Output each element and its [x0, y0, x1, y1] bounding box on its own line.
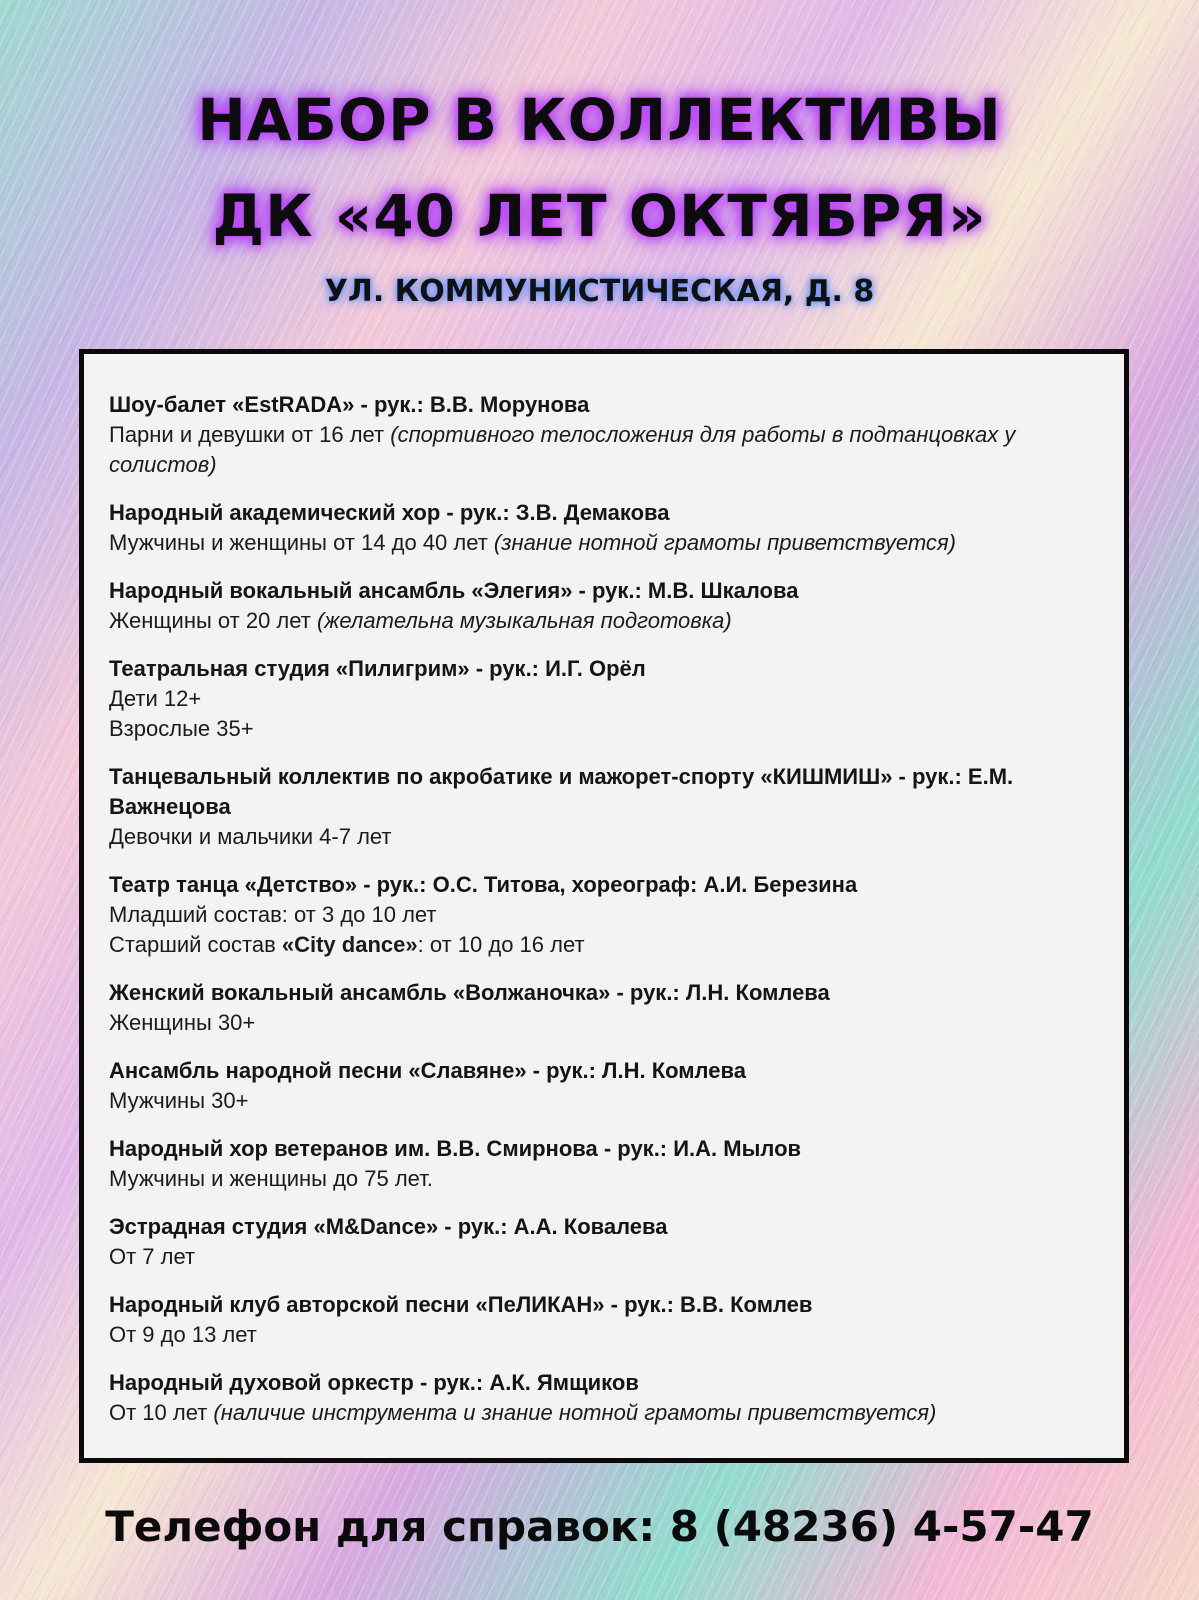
list-item	[109, 654, 1104, 744]
list-item	[109, 762, 1104, 852]
entry-title: Танцевальный коллектив по акробатике и мажорет-спорту «КИШМИШ» - рук.: Е.М. Важнецова	[109, 764, 1014, 819]
entry-description: Мужчины и женщины до 75 лет.	[109, 1166, 433, 1191]
entry-note: (наличие инструмента и знание нотной грамоты приветствуется)	[213, 1400, 937, 1425]
entry-description: Младший состав: от 3 до 10 лет	[109, 902, 437, 927]
entry-title: Театральная студия «Пилигрим» - рук.: И.Г. Орёл	[109, 656, 646, 681]
list-item	[109, 870, 1104, 960]
entry-title: Театр танца «Детство» - рук.: О.С. Титова, хореограф: А.И. Березина	[109, 872, 858, 897]
address: УЛ. КОММУНИСТИЧЕСКАЯ, Д. 8	[324, 274, 875, 309]
entry-description: Мужчины и женщины от 14 до 40 лет (знание нотной грамоты приветствуется)	[109, 530, 956, 555]
entry-title: Народный вокальный ансамбль «Элегия» - рук.: М.В. Шкалова	[109, 578, 799, 603]
list-item	[109, 498, 1104, 558]
entry-description: От 7 лет	[109, 1244, 196, 1269]
entry-title: Шоу-балет «EstRADA» - рук.: В.В. Морунова	[109, 392, 590, 417]
entry-title: Эстрадная студия «M&Dance» - рук.: А.А. Ковалева	[109, 1214, 668, 1239]
entry-title: Народный хор ветеранов им. В.В. Смирнова - рук.: И.А. Мылов	[109, 1136, 802, 1161]
entry-note: (спортивного телосложения для работы в подтанцовках у солистов)	[109, 422, 1016, 477]
entry-description: Женщины от 20 лет (желательна музыкальная подготовка)	[109, 608, 732, 633]
header	[0, 72, 1199, 314]
entry-description: Дети 12+	[109, 686, 202, 711]
list-item	[109, 576, 1104, 636]
entry-description: Старший состав «City dance»: от 10 до 16 лет	[109, 932, 585, 957]
entry-title: Народный клуб авторской песни «ПеЛИКАН» - рук.: В.В. Комлев	[109, 1292, 813, 1317]
page-title-line2: ДК «40 ЛЕТ ОКТЯБРЯ»	[212, 182, 987, 250]
entry-description: Взрослые 35+	[109, 716, 254, 741]
entry-title: Народный академический хор - рук.: З.В. Демакова	[109, 500, 670, 525]
entry-title: Женский вокальный ансамбль «Волжаночка» - рук.: Л.Н. Комлева	[109, 980, 830, 1005]
entry-description: Женщины 30+	[109, 1010, 256, 1035]
entry-description: От 9 до 13 лет	[109, 1322, 257, 1347]
entry-note: (знание нотной грамоты приветствуется)	[493, 530, 956, 555]
entry-description: От 10 лет (наличие инструмента и знание нотной грамоты приветствуется)	[109, 1400, 937, 1425]
entry-title: Народный духовой оркестр - рук.: А.К. Ямщиков	[109, 1370, 639, 1395]
list-item	[109, 1290, 1104, 1350]
entry-description: Парни и девушки от 16 лет (спортивного телосложения для работы в подтанцовках у солистов)	[109, 422, 1016, 477]
list-item	[109, 1134, 1104, 1194]
collectives-list	[79, 349, 1129, 1463]
entry-description: Девочки и мальчики 4-7 лет	[109, 824, 392, 849]
entry-note: (желательна музыкальная подготовка)	[316, 608, 732, 633]
list-item	[109, 390, 1104, 480]
list-item	[109, 1212, 1104, 1272]
phone-info: Телефон для справок: 8 (48236) 4-57-47	[105, 1502, 1094, 1551]
list-item	[109, 978, 1104, 1038]
list-item	[109, 1056, 1104, 1116]
entry-title: Ансамбль народной песни «Славяне» - рук.: Л.Н. Комлева	[109, 1058, 746, 1083]
group-name: «City dance»	[281, 932, 418, 957]
entry-description: Мужчины 30+	[109, 1088, 249, 1113]
page-title-line1: НАБОР В КОЛЛЕКТИВЫ	[197, 86, 1002, 154]
list-item	[109, 1368, 1104, 1428]
